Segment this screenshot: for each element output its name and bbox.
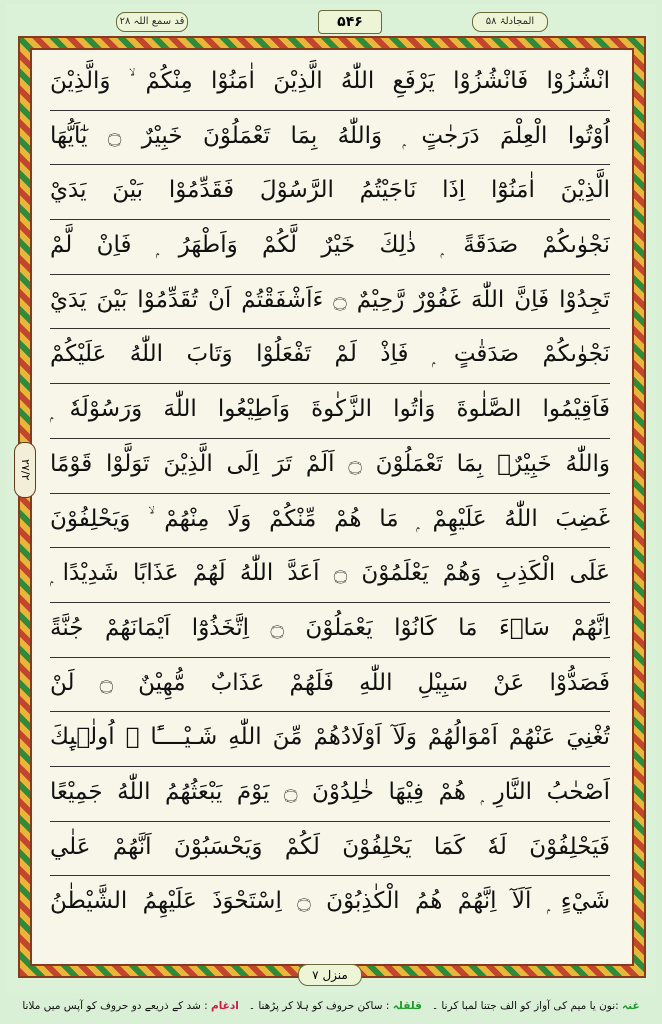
text-line: فَصَدُّوْا عَنْ سَبِيْلِ اللّٰهِ فَلَهُمْ عَذَابٌ مُّهِيْنٌ ۝ لَنْ (50, 658, 610, 713)
quran-text (50, 56, 610, 930)
legend-term-idgham: ادغام (211, 1000, 239, 1012)
tajweed-legend (6, 995, 656, 1017)
text-line: نَجْوٰىكُمْ صَدَقٰتٍ ۭ فَاِذْ لَمْ تَفْعَلُوْا وَتَابَ اللّٰهُ عَلَيْكُمْ (50, 329, 610, 384)
text-line: فَيَحْلِفُوْنَ لَهٗ كَمَا يَحْلِفُوْنَ لَكُمْ وَيَحْسَبُوْنَ اَنَّهُمْ عَلٰي (50, 822, 610, 877)
text-line: غَضِبَ اللّٰهُ عَلَيْهِمْ ۭ مَا هُمْ مِّنْكُمْ وَلَا مِنْهُمْ ۙ وَيَحْلِفُوْنَ (50, 494, 610, 549)
text-line: تُغْنِيَ عَنْهُمْ اَمْوَالُهُمْ وَلَآ اَوْلَادُهُمْ مِّنَ اللّٰهِ شَـيْــــًٔا ۭ اُولٰۗىِٕكَ (50, 712, 610, 767)
text-line: انْشُزُوْا فَانْشُزُوْا يَرْفَعِ اللّٰهُ الَّذِيْنَ اٰمَنُوْا مِنْكُمْ ۙ وَالَّذِيْنَ (50, 56, 610, 111)
surah-label: المجادلۃ ۵۸ (472, 12, 548, 32)
text-line: عَلَى الْكَذِبِ وَهُمْ يَعْلَمُوْنَ ۝ اَعَدَّ اللّٰهُ لَهُمْ عَذَابًا شَدِيْدًا ۭ (50, 548, 610, 603)
legend-term-qalqala: قلقلہ (392, 1000, 422, 1012)
text-line: اَصْحٰبُ النَّارِ ۭ هُمْ فِيْهَا خٰلِدُوْنَ ۝ يَوْمَ يَبْعَثُهُمُ اللّٰهُ جَمِيْعًا (50, 767, 610, 822)
text-line: الَّذِيْنَ اٰمَنُوْٓا اِذَا نَاجَيْتُمُ الرَّسُوْلَ فَقَدِّمُوْا بَيْنَ يَدَيْ (50, 165, 610, 220)
legend-text-qalqala: : ساکن حروف کو ہلا کر پڑھنا ۔ (248, 1000, 390, 1012)
page-number: ۵۴۶ (318, 10, 382, 34)
juz-label: قد سمع اللہ ۲۸ (116, 12, 188, 32)
text-line: اُوْتُوا الْعِلْمَ دَرَجٰتٍ ۭ وَاللّٰهُ بِمَا تَعْمَلُوْنَ خَبِيْرٌ ۝ يٰٓاَيُّهَا (50, 111, 610, 166)
text-line: نَجْوٰىكُمْ صَدَقَةً ۭ ذٰلِكَ خَيْرٌ لَّكُمْ وَاَطْهَرُ ۭ فَاِنْ لَّمْ (50, 220, 610, 275)
text-line: اِنَّهُمْ سَاۗءَ مَا كَانُوْا يَعْمَلُوْنَ ۝ اِتَّخَذُوْٓا اَيْمَانَهُمْ جُنَّةً (50, 603, 610, 658)
manzil-label: منزل ۷ (298, 964, 362, 986)
legend-text-idgham: : شد کے ذریعے دو حروف کو آپس میں ملانا (22, 1000, 208, 1012)
text-line: شَيْءٍ ۭ اَلَآ اِنَّهُمْ هُمُ الْكٰذِبُوْنَ ۝ اِسْتَحْوَذَ عَلَيْهِمُ الشَّيْطٰنُ (50, 888, 610, 915)
page-header (26, 10, 638, 38)
text-line: وَاللّٰهُ خَبِيْرٌۢ بِمَا تَعْمَلُوْنَ ۝ اَلَمْ تَرَ اِلَى الَّذِيْنَ تَوَلَّوْا قَوْمًا (50, 439, 610, 494)
text-line: تَجِدُوْا فَاِنَّ اللّٰهَ غَفُوْرٌ رَّحِيْمٌ ۝ ءَاَشْفَقْتُمْ اَنْ تُقَدِّمُوْا بَيْنَ يَدَيْ (50, 275, 610, 330)
ruku-marker: ۲۷/۲ (14, 442, 36, 498)
legend-text-ghunna: :نون یا میم کی آواز کو الف جتنا لمبا کرنا ۔ (431, 1000, 619, 1012)
text-line: فَاَقِيْمُوا الصَّلٰوةَ وَاٰتُوا الزَّكٰوةَ وَاَطِيْعُوا اللّٰهَ وَرَسُوْلَهٗ ۭ (50, 384, 610, 439)
legend-term-ghunna: غنہ (622, 1000, 640, 1012)
mushaf-page (6, 4, 656, 994)
